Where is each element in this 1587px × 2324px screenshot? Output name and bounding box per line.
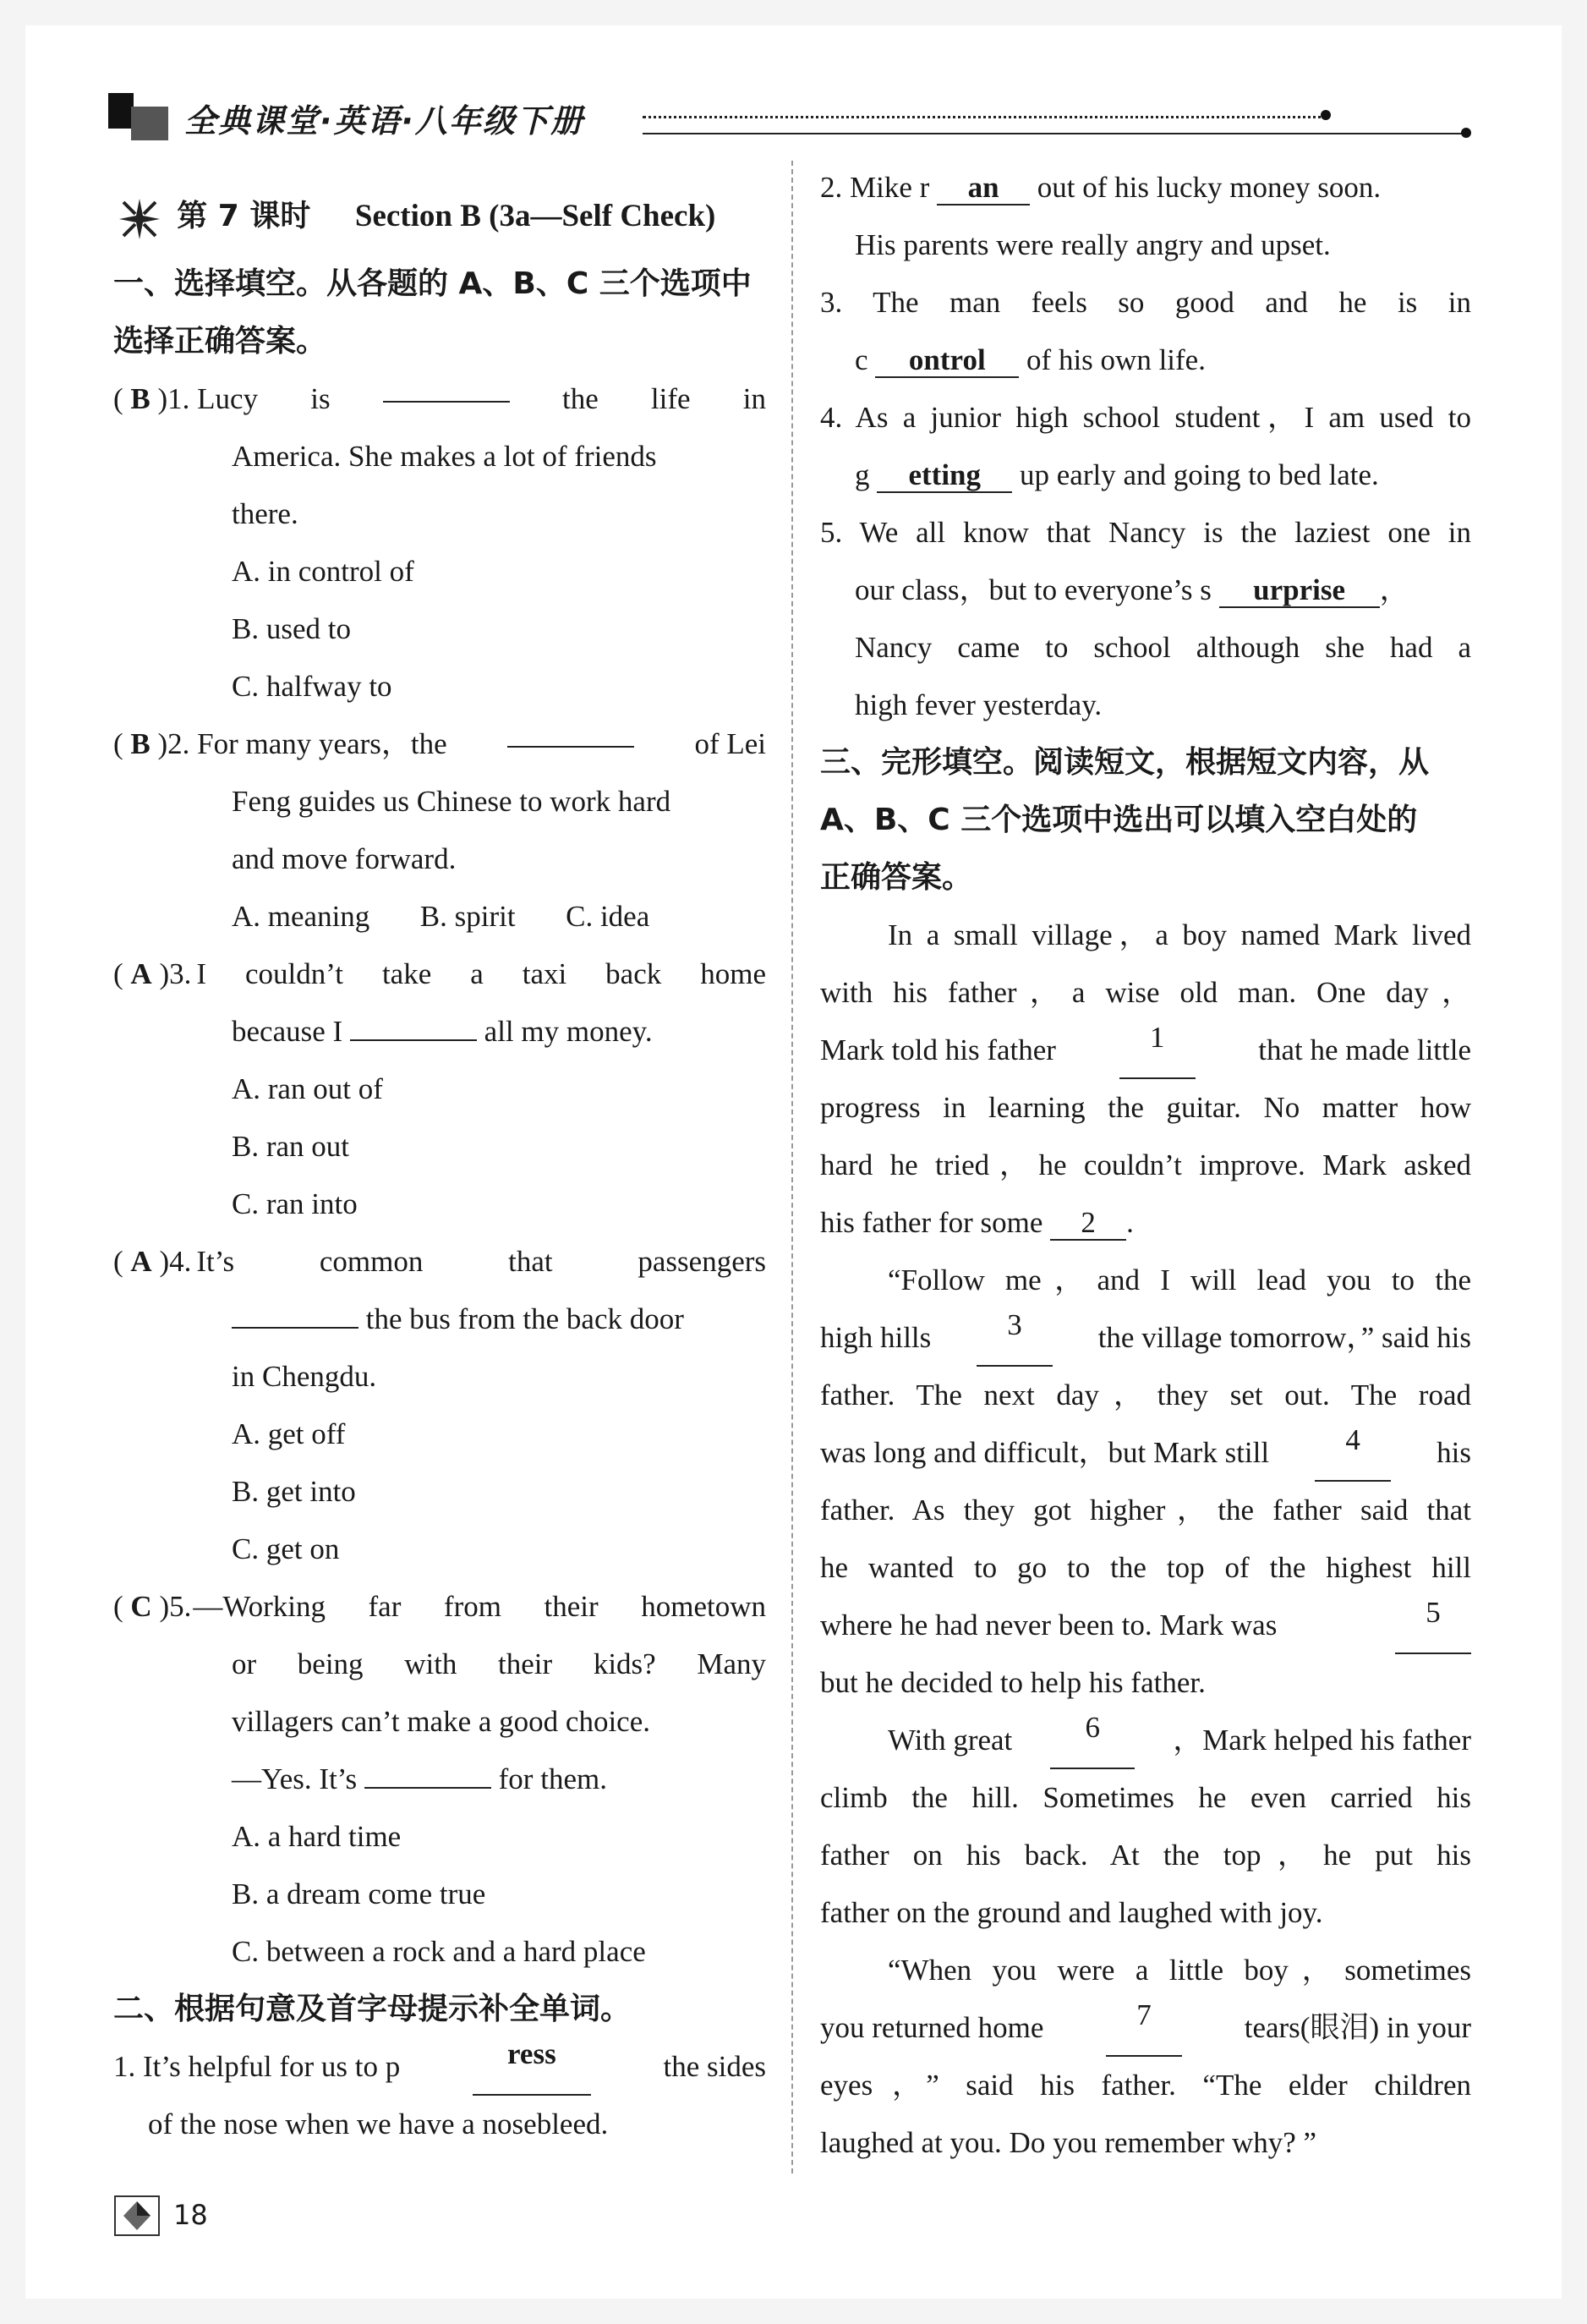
cloze-blank-1: 1 <box>1119 1022 1196 1079</box>
question-text: villagers can’t make a good choice. <box>232 1705 650 1738</box>
answer-blank <box>507 715 634 748</box>
part2-question-2: 2. Mike r an out of his lucky money soon. <box>820 171 1382 204</box>
header-rule <box>643 133 1467 134</box>
answer-3: A <box>130 957 152 990</box>
passage-line: with his father，a wise old man. One day， <box>820 976 1471 1009</box>
cloze-blank-7: 7 <box>1106 1999 1182 2057</box>
part2-question-1: 1. It’s helpful for us to p ress the sides <box>113 2038 766 2096</box>
part2-question-4: 4. As a junior high school student，I am used to <box>820 401 1471 434</box>
left-column <box>113 188 766 2153</box>
lesson-label: 第 7 课时 <box>177 199 311 233</box>
option-c: C. between a rock and a hard place <box>232 1935 646 1968</box>
option-c: C. idea <box>566 900 650 933</box>
question-text: —Yes. It’s for them. <box>113 1751 766 1808</box>
question-text: high fever yesterday. <box>855 688 1103 721</box>
cloze-blank-4: 4 <box>1315 1424 1391 1482</box>
passage-line: climb the hill. Sometimes he even carried his <box>820 1781 1471 1814</box>
option-c: C. get on <box>232 1532 340 1565</box>
passage-line: hard he tried，he couldn’t improve. Mark asked <box>820 1148 1471 1181</box>
column-divider <box>791 161 793 2173</box>
question-text: the bus from the back door <box>113 1291 766 1348</box>
part3-title-cont: A、B、C 三个选项中选出可以填入空白处的 <box>820 803 1418 837</box>
option-a: A. a hard time <box>232 1820 402 1853</box>
question-text: our class，but to everyone’s s urprise ， <box>855 573 1409 606</box>
passage-line: “Follow me，and I will lead you to the <box>888 1263 1471 1296</box>
answer-2: B <box>130 727 150 760</box>
option-b: B. a dream come true <box>232 1877 486 1910</box>
question-4: ( A )4. It’s common that passengers <box>113 1245 766 1278</box>
question-text: His parents were really angry and upset. <box>855 228 1331 261</box>
filled-answer: ress <box>473 2038 591 2096</box>
sparkle-icon <box>113 194 166 244</box>
right-column <box>820 159 1471 2172</box>
option-b: B. spirit <box>419 900 516 933</box>
passage-line: In a small village，a boy named Mark lived <box>888 918 1471 951</box>
header-dot-end <box>1461 128 1471 138</box>
option-a: A. get off <box>232 1417 346 1450</box>
diamond-page-icon <box>113 2195 161 2237</box>
option-b: B. get into <box>232 1475 356 1508</box>
question-text: America. She makes a lot of friends <box>232 440 657 473</box>
header-dotted-rule <box>643 116 1327 118</box>
passage-line: “When you were a little boy，sometimes <box>888 1954 1471 1987</box>
filled-answer: etting <box>877 459 1012 493</box>
passage-line: eyes，” said his father. “The elder children <box>820 2069 1471 2102</box>
question-text: Nancy came to school although she had a <box>855 631 1471 664</box>
option-a: A. in control of <box>232 555 414 588</box>
passage-line: high hills 3 the village tomorrow，” said his <box>820 1309 1471 1367</box>
question-text: c ontrol of his own life. <box>855 343 1206 376</box>
question-1: ( B )1. Lucy is the life in <box>113 370 766 428</box>
passage-line: father. The next day，they set out. The road <box>820 1379 1471 1411</box>
question-text: there. <box>232 497 298 530</box>
passage-line: where he had never been to. Mark was 5 <box>820 1597 1471 1654</box>
question-text: of the nose when we have a nosebleed. <box>148 2107 609 2140</box>
passage-line: father on his back. At the top，he put his <box>820 1839 1471 1872</box>
part1-title: 一、选择填空。从各题的 A、B、C 三个选项中 <box>113 266 752 301</box>
question-2: ( B )2. For many years，the of Lei <box>113 715 766 773</box>
page-number: 18 <box>173 2199 208 2231</box>
part3-title: 三、完形填空。阅读短文，根据短文内容，从 <box>820 745 1430 780</box>
lesson-heading <box>113 188 766 255</box>
passage-line: father on the ground and laughed with joy. <box>820 1896 1323 1929</box>
part2-question-3: 3. The man feels so good and he is in <box>820 286 1471 319</box>
filled-answer: urprise <box>1219 574 1380 608</box>
passage-line: but he decided to help his father. <box>820 1666 1206 1699</box>
passage-line: he wanted to go to the top of the highest hill <box>820 1551 1471 1584</box>
question-text: and move forward. <box>232 842 457 875</box>
book-title: 全典课堂·英语·八年级下册 <box>184 102 584 140</box>
cloze-blank-5: 5 <box>1395 1597 1471 1654</box>
question-5: ( C )5. —Working far from their hometown <box>113 1590 766 1623</box>
cloze-blank-3: 3 <box>977 1309 1053 1367</box>
passage-line: progress in learning the guitar. No matter how <box>820 1091 1471 1124</box>
part3-title-cont: 正确答案。 <box>820 860 973 895</box>
question-text: or being with their kids? Many <box>232 1647 766 1680</box>
answer-blank <box>364 1757 491 1789</box>
passage-line: laughed at you. Do you remember why? ” <box>820 2126 1317 2159</box>
cloze-blank-2: 2 <box>1050 1207 1126 1241</box>
question-text: in Chengdu. <box>232 1360 377 1393</box>
answer-blank <box>350 1009 477 1041</box>
filled-answer: ontrol <box>875 344 1019 378</box>
option-b: B. ran out <box>232 1130 350 1163</box>
passage-line: his father for some 2 . <box>820 1206 1134 1239</box>
passage-line: Mark told his father 1 that he made little <box>820 1022 1471 1079</box>
option-a: A. ran out of <box>232 1072 383 1105</box>
options-row <box>113 888 766 945</box>
question-text: because I all my money. <box>113 1003 766 1061</box>
cloze-blank-6: 6 <box>1050 1712 1135 1769</box>
question-text: Feng guides us Chinese to work hard <box>232 785 671 818</box>
answer-4: A <box>130 1245 152 1278</box>
question-text: g etting up early and going to bed late. <box>855 458 1379 491</box>
header-logo-shadow <box>131 107 168 140</box>
passage-line: With great 6 ，Mark helped his father <box>820 1712 1471 1769</box>
part2-title: 二、根据句意及首字母提示补全单词。 <box>113 1992 632 2026</box>
answer-blank <box>383 370 510 403</box>
header-dot <box>1321 110 1331 120</box>
part2-question-5: 5. We all know that Nancy is the laziest one in <box>820 516 1471 549</box>
answer-1: B <box>130 382 150 415</box>
option-c: C. ran into <box>232 1187 358 1220</box>
option-b: B. used to <box>232 612 351 645</box>
answer-5: C <box>130 1590 152 1623</box>
option-c: C. halfway to <box>232 670 392 703</box>
part1-title-cont: 选择正确答案。 <box>113 324 327 359</box>
passage-line: you returned home 7 tears(眼泪) in your <box>820 1999 1471 2057</box>
header-logo-block <box>108 93 134 129</box>
filled-answer: an <box>937 172 1030 206</box>
passage-line: father. As they got higher，the father said that <box>820 1494 1471 1526</box>
passage-line: was long and difficult，but Mark still 4 his <box>820 1424 1471 1482</box>
answer-blank <box>232 1296 358 1329</box>
lesson-section: Section B (3a—Self Check) <box>354 199 716 233</box>
question-3: ( A )3. I couldn’t take a taxi back home <box>113 957 766 990</box>
option-a: A. meaning <box>232 900 370 933</box>
